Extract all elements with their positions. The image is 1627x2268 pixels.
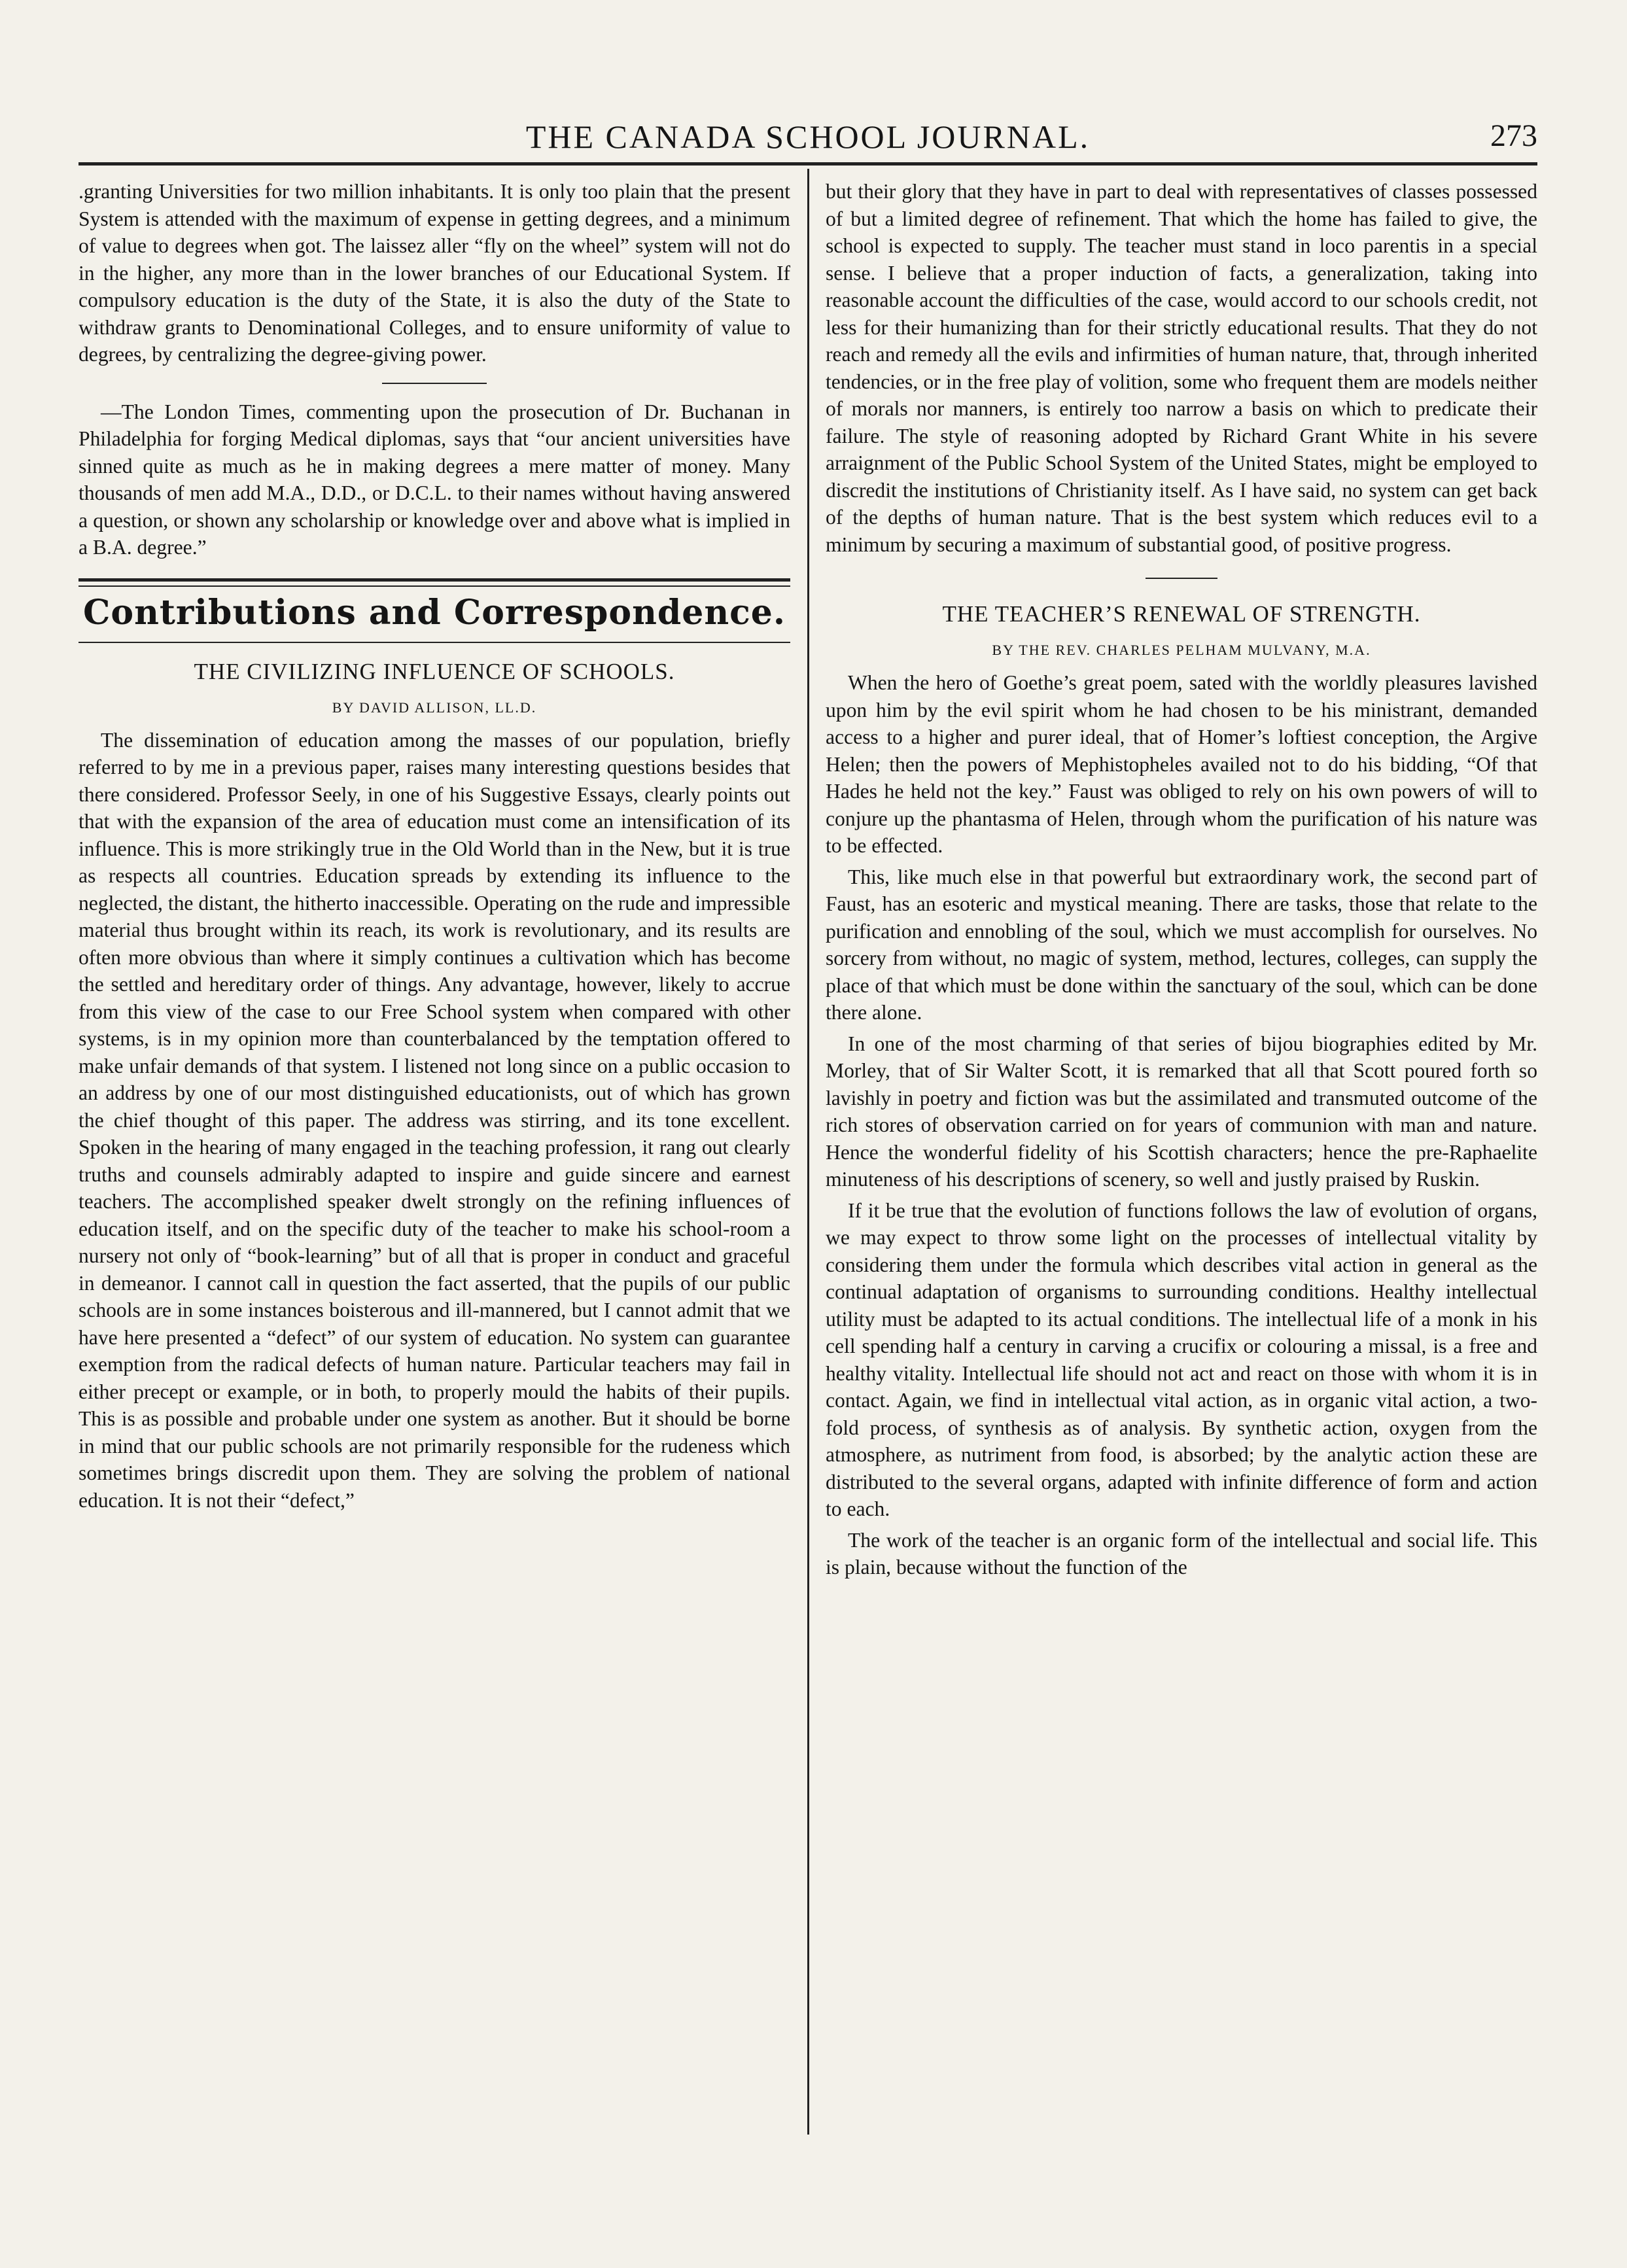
left-column — [79, 178, 790, 1514]
section-thin-rule-bottom — [79, 642, 790, 643]
article-title-teachers-renewal: THE TEACHER’S RENEWAL OF STRENGTH. — [942, 601, 1421, 627]
section-double-rule-top — [79, 578, 790, 582]
right-column — [826, 178, 1537, 1581]
times-paragraph: —The London Times, commenting upon the prosecution of Dr. Buchanan in Philadelphia for forging Medical diplomas, says that “our ancient universities have sinned quite as much as he in making degrees a mere matter of money. Many thousands of men add M.A., D.D., or D.C.L. to their names without having answered a question, or shown any scholarship or knowledge over and above what is implied in a B.A. degree.” — [79, 400, 790, 559]
header-rule — [79, 162, 1537, 166]
separator-rule — [382, 383, 487, 384]
article-title-civilizing-influence: THE CIVILIZING INFLUENCE OF SCHOOLS. — [194, 658, 675, 684]
intro-paragraph: .granting Universities for two million inhabitants. It is only too plain that the present System is attended with the maximum of expense in getting degrees, and a minimum of value to degrees when got. The laissez aller “fly on the wheel” system will not do in the higher, any more than in the lower branches of our Educational System. If compulsory education is the duty of the State, it is also the duty of the State to withdraw grants to Denominational Colleges, and to ensure uniformity of value to degrees, by centralizing the degree-giving power. — [79, 180, 790, 366]
article-paragraph: This, like much else in that powerful but extraordinary work, the second part of Faust, has an esoteric and mystical meaning. There are tasks, those that relate to the purification and ennobling of the soul, which we must accomplish for ourselves. No sorcery from without, no magic of system, method, lectures, colleges, can supply the place of that which must be done within the sanctuary of the soul, which can be done there alone. — [826, 865, 1537, 1024]
continued-paragraph: but their glory that they have in part to deal with representatives of classes possessed of but a limited degree of refinement. That which the home has failed to give, the school is expected to supply. The teacher must stand in loco parentis in a special sense. I believe that a proper induction of facts, a generalization, taking into reasonable account the difficulties of the case, would accord to our schools credit, not less for their humanizing than for their strictly educational results. That they do not reach and remedy all the evils and infirmities of human nature, that, through inherited tendencies, or in the free play of volition, some who frequent them are models neither of morals nor manners, is entirely too narrow a basis on which to predicate their failure. The style of reasoning adopted by Richard Grant White in his severe arraignment of the Public School System of the United States, might be employed to discredit the institutions of Christianity itself. As I have said, no system can get back of the depths of human nature. That is the best system which reduces evil to a minimum by securing a maximum of substantial good, of positive progress. — [826, 180, 1537, 556]
running-head — [79, 113, 1537, 158]
journal-title: THE CANADA SCHOOL JOURNAL. — [525, 118, 1091, 155]
article-paragraph: If it be true that the evolution of functions follows the law of evolution of organs, we may expect to throw some light on the processes of intellectual vitality by considering them under the formula which describes vital action in general as the continual adaptation of organisms to surrounding conditions. Healthy intellectual utility must be adapted to its actual conditions. The intellectual life of a monk in his cell spending half a century in carving a crucifix or colouring a missal, is a free and healthy vitality. Intellectual life should not act and react on those with whom it is in contact. Again, we find in intellectual vital action, as in organic vital action, a two-fold process, of synthesis as of analysis. By synthetic action, oxygen from the atmosphere, as nutriment from food, is absorbed; by the analytic action these are distributed to the several organs, adapted with infinite difference of form and action to each. — [826, 1198, 1537, 1520]
article-paragraph: The work of the teacher is an organic form of the intellectual and social life. This is plain, because without the function of the — [826, 1528, 1537, 1579]
article-text-civilizing-influence: The dissemination of education among the masses of our population, briefly referred to by me in a previous paper, raises many interesting questions besides that there considered. Professor Seely, in one of his Suggestive Essays, clearly points out that with the expansion of the area of education must come an intensification of its influence. This is more strikingly true in the Old World than in the New, but it is true as respects all countries. Education spreads by extending its influence to the neglected, the distant, the hitherto inaccessible. Operating on the rude and impressible material thus brought within its reach, its work is revolutionary, and its results are often more obvious than where it simply continues a cultivation which has become the settled and hereditary order of things. Any advantage, however, likely to accrue from this view of the case to our Free School system when compared with other systems, is in my opinion more than counterbalanced by the temptation offered to make unfair demands of that system. I listened not long since on a public occasion to an address by one of our most distinguished educationists, out of which has grown the chief thought of this paper. The address was stirring, and its tone excellent. Spoken in the hearing of many engaged in the teaching profession, it rang out clearly truths and counsels admirably adapted to inspire and guide sincere and earnest teachers. The accomplished speaker dwelt strongly on the refining influences of education itself, and on the specific duty of the teacher to make his school-room a nursery not only of “book-learning” but of all that is proper in conduct and graceful in demeanor. I cannot call in question the fact asserted, that the pupils of our public schools are in some instances boisterous and ill-mannered, but I cannot admit that we have here presented a “defect” of our system of education. No system can guarantee exemption from the radical defects of human nature. Particular teachers may fail in either precept or example, or in both, to properly mould the habits of their pupils. This is as possible and probable under one system as another. But it should be borne in mind that our public schools are not primarily responsible for the rudeness which sometimes brings discredit upon them. They are solving the problem of national education. It is not their “defect,” — [79, 728, 790, 1512]
section-thin-rule-top — [79, 585, 790, 587]
byline-allison: BY DAVID ALLISON, LL.D. — [332, 699, 537, 716]
article-paragraph: When the hero of Goethe’s great poem, sated with the worldly pleasures lavished upon him by the evil spirit whom he had chosen to be his ministrant, demanded access to a higher and purer ideal, that of Homer’s loftiest conception, the Argive Helen; then the powers of Mephistopheles availed not to do his bidding, “Of that Hades he held not the key.” Faust was obliged to rely on his own powers of will to conjure up the phantasma of Helen, through whom the purification of his nature was to be effected. — [826, 671, 1537, 857]
article-paragraph: In one of the most charming of that series of bijou biographies edited by Mr. Morley, that of Sir Walter Scott, it is remarked that all that Scott poured forth so lavishly in poetry and fiction was but the assimilated and transmuted outcome of the rich stores of observation carried on for years of communion with man and nature. Hence the wonderful fidelity of his Scottish characters; hence the pre-Raphaelite minuteness of his descriptions of scenery, so well and justly praised by Ruskin. — [826, 1032, 1537, 1191]
section-title: Contributions and Correspondence. — [83, 592, 786, 633]
byline-mulvany: BY THE REV. CHARLES PELHAM MULVANY, M.A. — [992, 642, 1371, 658]
column-divider — [807, 169, 809, 2135]
separator-rule — [1146, 578, 1217, 579]
page-number: 273 — [1490, 118, 1537, 153]
